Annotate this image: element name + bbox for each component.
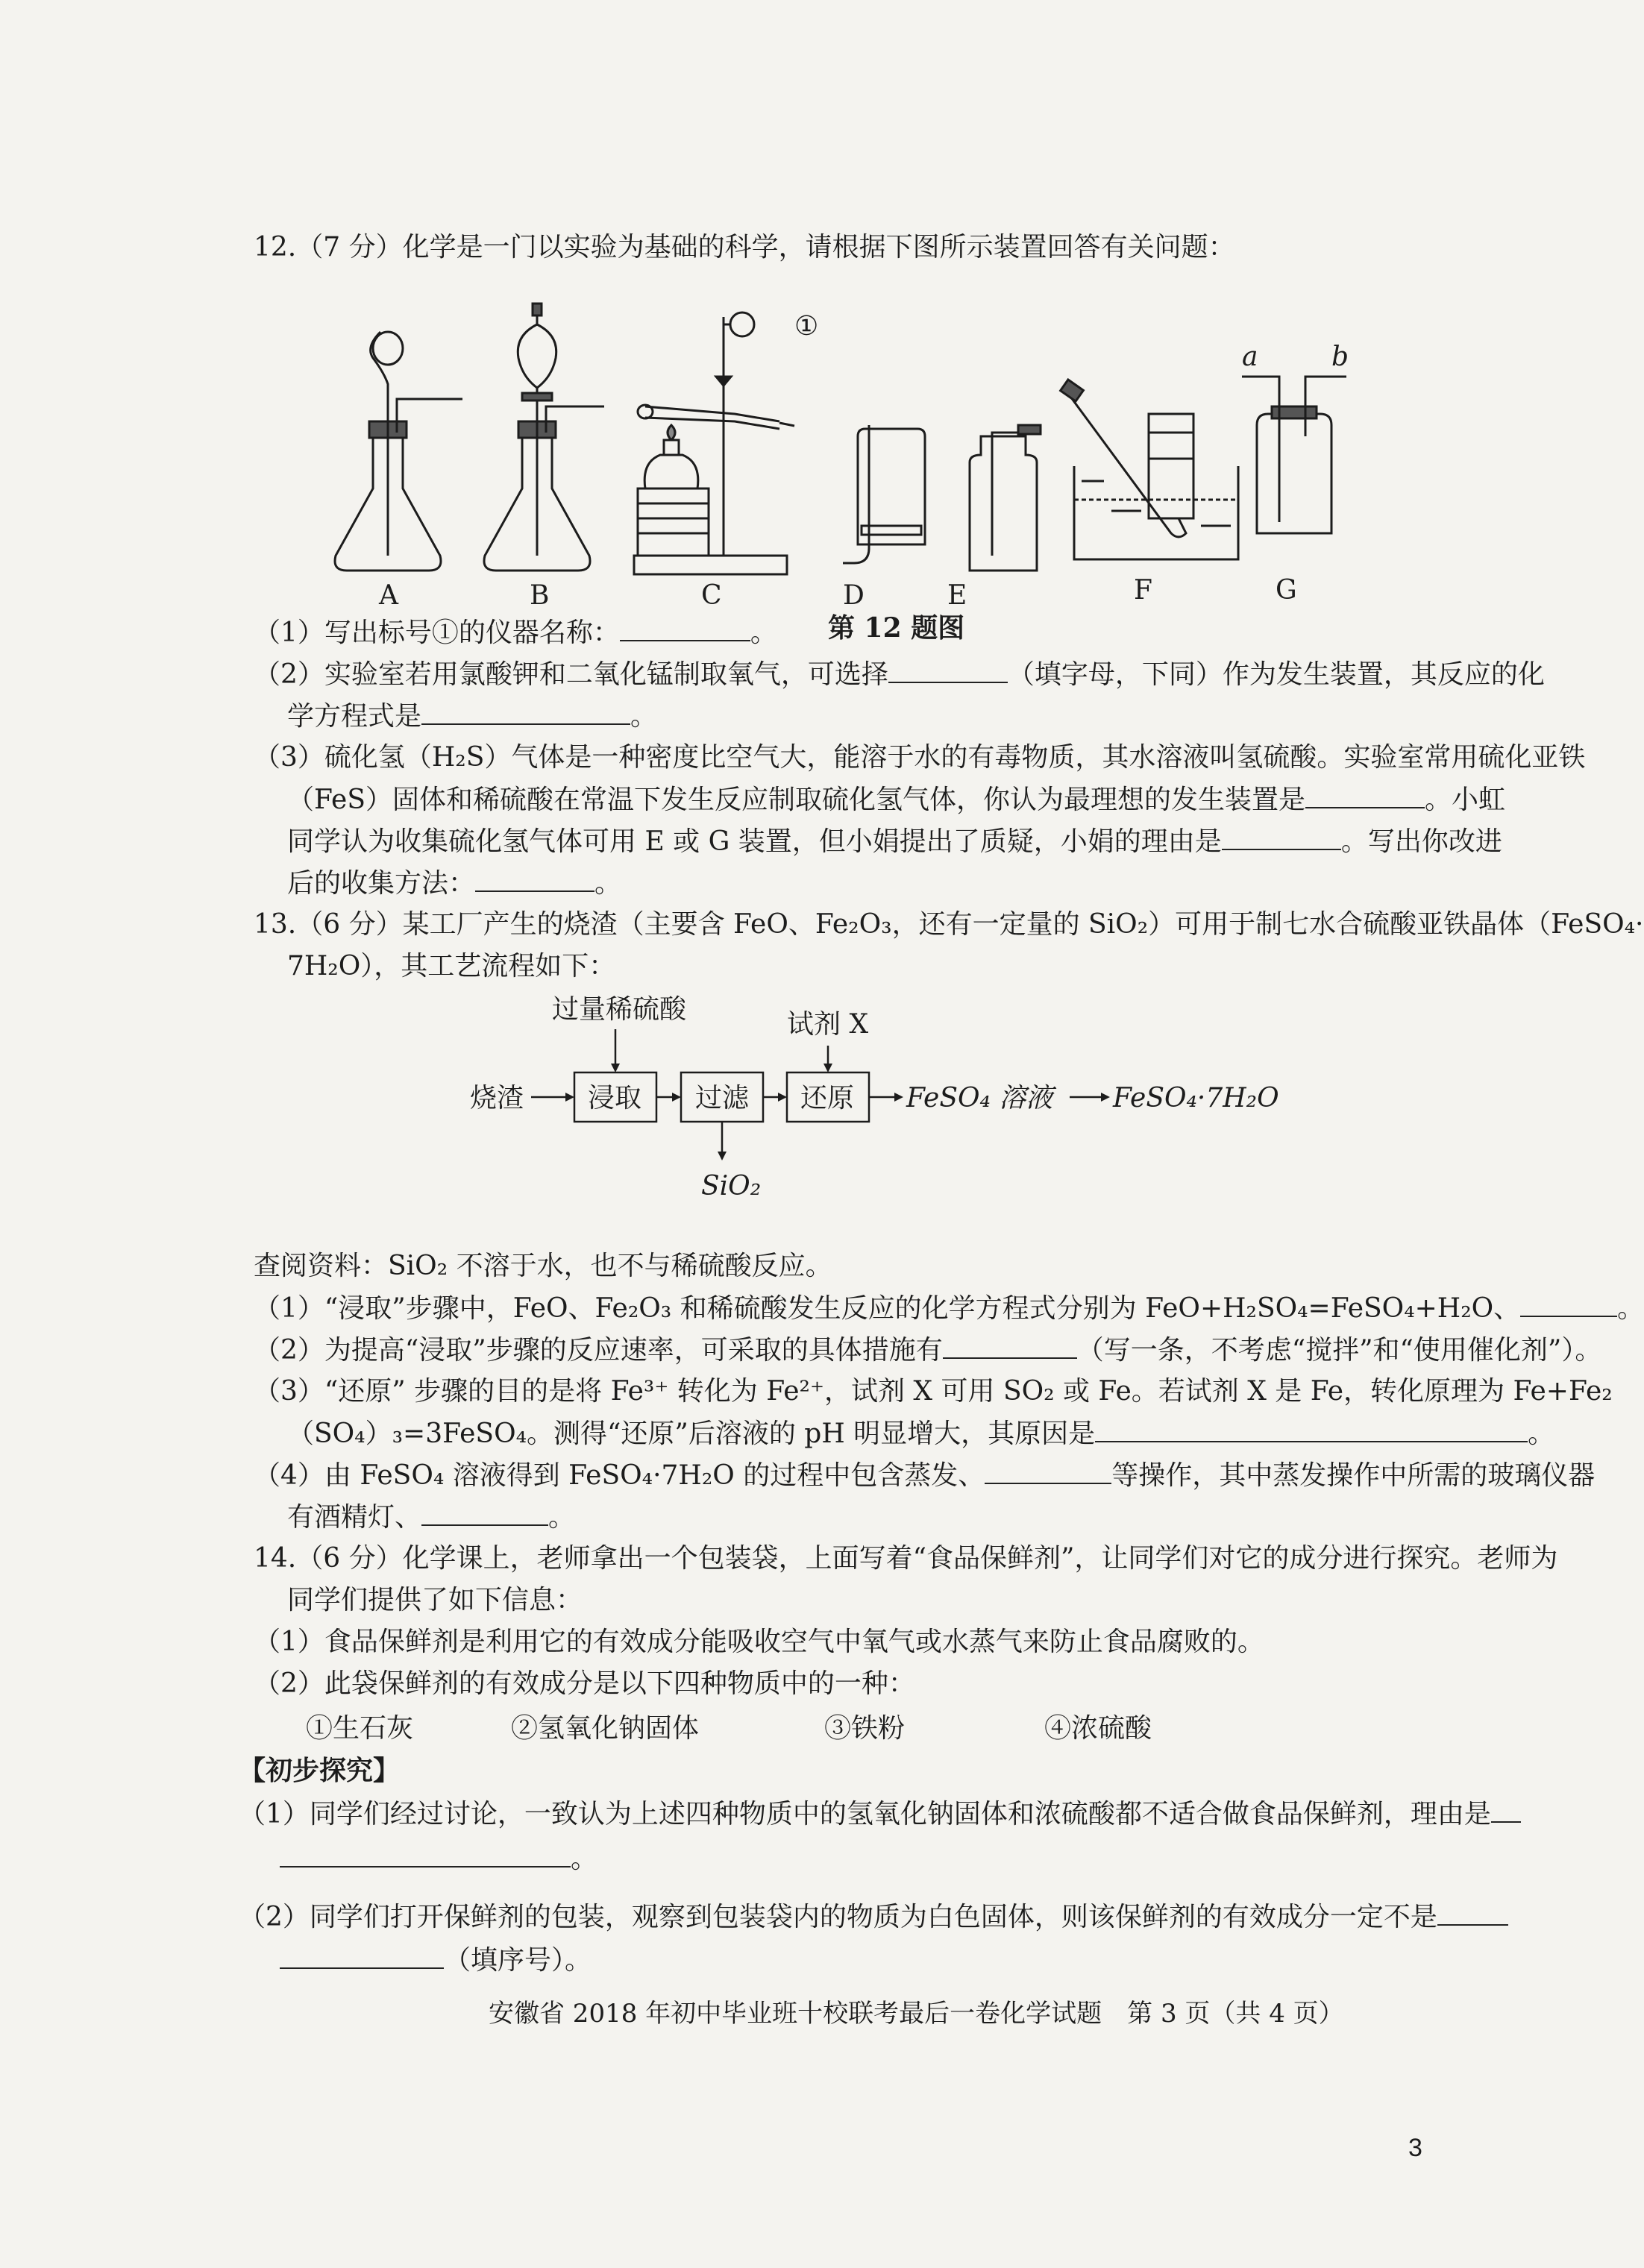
apparatus-label-f: F [1134,575,1152,606]
q13-sub3-line2: （SO₄）₃=3FeSO₄。测得“还原”后溶液的 pH 明显增大，其原因是 。 [287,1419,1555,1449]
label-1: ① [794,311,819,342]
q13-header-line1: 13.（6 分）某工厂产生的烧渣（主要含 FeO、Fe₂O₃，还有一定量的 SiO₂）可用于制七水合硫酸亚铁晶体（FeSO₄· [254,909,1644,940]
q13-header-line2: 7H₂O），其工艺流程如下： [287,951,616,981]
apparatus-label-b: B [530,580,550,611]
apparatus-f-trough [1061,380,1238,559]
page-footer: 安徽省 2018 年初中毕业班十校联考最后一卷化学试题 第 3 页（共 4 页） [489,1999,1344,2029]
q14-part2: （2）同学们打开保鲜剂的包装，观察到包装袋内的物质为白色固体，则该保鲜剂的有效成分一定不是 [239,1900,1508,1934]
q14-option-1: ①生石灰 [306,1713,414,1744]
q12-sub3-line2: （FeS）固体和稀硫酸在常温下发生反应制取硫化氢气体，你认为最理想的发生装置是 。小虹 [287,785,1505,815]
q14-info1: （1）食品保鲜剂是利用它的有效成分能吸收空气中氧气或水蒸气来防止食品腐败的。 [254,1627,1264,1657]
q13-sub1: （1）“浸取”步骤中，FeO、Fe₂O₃ 和稀硫酸发生反应的化学方程式分别为 FeO+H₂SO₄=FeSO₄+H₂O、 。 [254,1293,1644,1324]
flow-step3: 还原 [800,1083,855,1113]
q14-header-line2: 同学们提供了如下信息： [287,1585,583,1615]
apparatus-label-e: E [947,580,967,611]
q14-part1-cont: 。 [280,1842,597,1876]
flow-solution: FeSO₄ 溶液 [906,1083,1053,1113]
q13-sub3-line1: （3）“还原” 步骤的目的是将 Fe³⁺ 转化为 Fe²⁺，试剂 X 可用 SO₂ 或 Fe。若试剂 X 是 Fe，转化原理为 Fe+Fe₂ [254,1376,1613,1407]
apparatus-g-bottle [1242,377,1346,533]
q12-sub3-line1: （3）硫化氢（H₂S）气体是一种密度比空气大，能溶于水的有毒物质，其水溶液叫氢硫酸。实验室常用硫化亚铁 [254,742,1586,773]
page-number: 3 [1408,2134,1422,2162]
label-b: b [1331,342,1349,372]
q14-option-4: ④浓硫酸 [1044,1713,1152,1744]
apparatus-d-bottle [843,425,925,563]
q12-sub2: （2）实验室若用氯酸钾和二氧化锰制取氧气，可选择 （填字母，下同）作为发生装置，其反应的化 [254,659,1545,690]
q14-part1: （1）同学们经过讨论，一致认为上述四种物质中的氢氧化钠固体和浓硫酸都不适合做食品保鲜剂，理由是 [239,1797,1521,1831]
q14-header-line1: 14.（6 分）化学课上，老师拿出一个包装袋，上面写着“食品保鲜剂”，让同学们对它的成分进行探究。老师为 [254,1543,1558,1574]
q12-sub2-cont: 学方程式是 。 [287,701,658,732]
q13-sub4-line1: （4）由 FeSO₄ 溶液得到 FeSO₄·7H₂O 的过程中包含蒸发、 等操作，其中蒸发操作中所需的玻璃仪器 [254,1460,1596,1491]
q12-apparatus-figure [328,302,1349,611]
q12-header: 12.（7 分）化学是一门以实验为基础的科学，请根据下图所示装置回答有关问题： [254,232,1235,263]
q12-sub3-line4: 后的收集方法： 。 [287,868,622,899]
q13-sub4-line2: 有酒精灯、 。 [287,1502,576,1533]
label-a: a [1242,342,1258,372]
q14-info2: （2）此袋保鲜剂的有效成分是以下四种物质中的一种： [254,1668,915,1699]
q12-sub3-line3: 同学认为收集硫化氢气体可用 E 或 G 装置，但小娟提出了质疑，小娟的理由是 。写出你改进 [287,826,1502,857]
apparatus-label-c: C [701,580,722,611]
flow-step2: 过滤 [695,1083,750,1113]
q14-option-3: ③铁粉 [824,1713,906,1744]
flow-reagent1: 过量稀硫酸 [552,994,687,1025]
apparatus-c-heating [634,312,794,574]
apparatus-b-flask [484,304,604,571]
q13-sub2: （2）为提高“浸取”步骤的反应速率，可采取的具体措施有 （写一条，不考虑“搅拌”和“使用催化剂”）。 [254,1335,1602,1366]
apparatus-label-a: A [379,580,398,611]
apparatus-e-bottle [970,425,1041,571]
q13-process-flowchart [470,984,1305,1231]
flow-residue: SiO₂ [701,1171,762,1201]
q14-option-2: ②氢氧化钠固体 [511,1713,700,1744]
q14-section-title: 【初步探究】 [239,1755,401,1786]
apparatus-a-flask [335,332,462,571]
flow-reagent2: 试剂 X [787,1009,869,1040]
q12-figure-caption: 第 12 题图 [828,612,965,644]
q14-part2-cont: （填序号）。 [280,1944,592,1977]
apparatus-label-g: G [1276,575,1297,606]
flow-start: 烧渣 [470,1083,524,1113]
apparatus-label-d: D [843,580,865,611]
flow-step1: 浸取 [588,1083,642,1113]
q12-sub1: （1）写出标号①的仪器名称： 。 [254,618,777,648]
q13-reference-note: 查阅资料：SiO₂ 不溶于水，也不与稀硫酸反应。 [254,1251,832,1281]
flow-product: FeSO₄·7H₂O [1113,1083,1279,1113]
